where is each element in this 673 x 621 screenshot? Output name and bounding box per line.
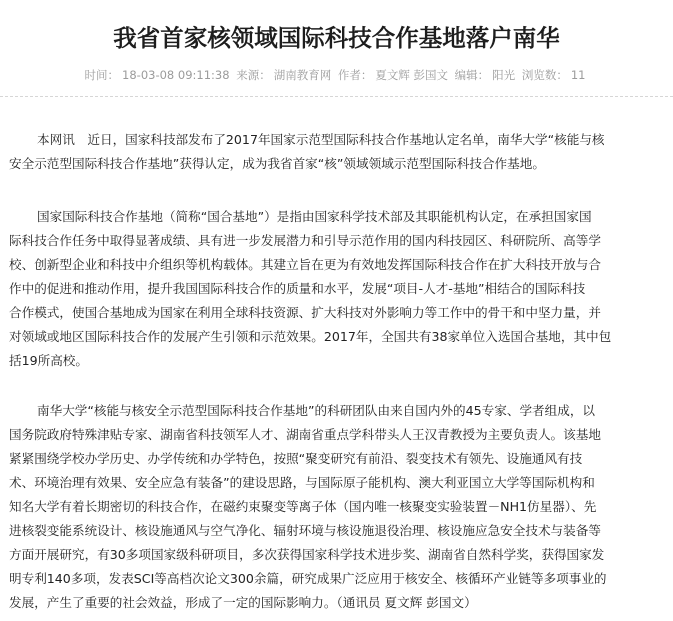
paragraph-3-line-7: 方面开展研究，有30多项国家级科研项目，多次获得国家科学技术进步奖、湖南省自然科学奖，获得国家发 xyxy=(9,547,605,562)
paragraph-3-line-6: 进核裂变能系统设计、核设施通风与空气净化、辐射环境与核设施退役治理、核设施应急安全技术与装备等 xyxy=(9,523,601,538)
paragraph-3-line-3: 紧紧围绕学校办学历史、办学传统和办学特色，按照“聚变研究有前沿、裂变技术有领先、设施通风有技 xyxy=(9,451,583,466)
views-label: 浏览数： xyxy=(521,68,568,82)
editor-label: 编辑： xyxy=(454,68,490,82)
paragraph-2-line-4: 作中的促进和推动作用，提升我国国际科技合作的质量和水平，发展“项目-人才-基地”相结合的国际科技 xyxy=(9,281,586,296)
publish-time: 18-03-08 09:11:38 xyxy=(122,68,230,82)
article-meta xyxy=(0,67,673,83)
paragraph-2-line-3: 校、创新型企业和科技中介组织等机构载体。其建立旨在更为有效地发挥国际科技合作在扩大科技开放与合 xyxy=(9,257,601,272)
source-name: 湖南教育网 xyxy=(273,68,332,82)
paragraph-1-line-1: 本网讯 近日，国家科技部发布了2017年国家示范型国际科技合作基地认定名单，南华大学“核能与核 xyxy=(37,132,605,147)
paragraph-2-line-1: 国家国际科技合作基地（简称“国合基地”）是指由国家科学技术部及其职能机构认定，在承担国家国 xyxy=(37,209,592,224)
author-name: 夏文辉 彭国文 xyxy=(375,68,449,82)
paragraph-3-line-8: 明专利140多项，发表SCI等高档次论文300余篇，研究成果广泛应用于核安全、核循环产业链等多项事业的 xyxy=(9,571,607,586)
paragraph-2-line-5: 合作模式，使国合基地成为国家在利用全球科技资源、扩大科技对外影响力等工作中的骨干和中坚力量，并 xyxy=(9,305,601,320)
paragraph-3-line-4: 术、环境治理有效果、安全应急有装备”的建设思路，与国际原子能机构、澳大利亚国立大学等国际机构和 xyxy=(9,475,595,490)
source-label: 来源： xyxy=(236,68,271,82)
meta-divider xyxy=(0,96,673,97)
paragraph-3-line-5: 知名大学有着长期密切的科技合作，在磁约束聚变等离子体（国内唯一核聚变实验装置－NH1仿星器）、先 xyxy=(9,499,597,514)
paragraph-3-line-1: 南华大学“核能与核安全示范型国际科技合作基地”的科研团队由来自国内外的45专家、学者组成，以 xyxy=(37,403,596,418)
paragraph-3-line-2: 国务院政府特殊津贴专家、湖南省科技领军人才、湖南省重点学科带头人王汉青教授为主要负责人。该基地 xyxy=(9,427,601,442)
paragraph-1-line-2: 安全示范型国际科技合作基地”获得认定，成为我省首家“核”领域领域示范型国际科技合作基地。 xyxy=(9,156,545,171)
paragraph-2-line-6: 对领域或地区国际科技合作的发展产生引领和示范效果。2017年，全国共有38家单位入选国合基地，其中包 xyxy=(9,329,612,344)
article-title: 我省首家核领域国际科技合作基地落户南华 xyxy=(113,23,560,52)
time-label: 时间： xyxy=(84,68,120,82)
author-label: 作者： xyxy=(337,68,373,82)
paragraph-3-line-9: 发展，产生了重要的社会效益，形成了一定的国际影响力。（通讯员 夏文辉 彭国文） xyxy=(9,595,477,610)
paragraph-2-line-7: 括19所高校。 xyxy=(9,353,88,368)
editor-name: 阳光 xyxy=(492,68,516,82)
paragraph-2-line-2: 际科技合作任务中取得显著成绩、具有进一步发展潜力和引导示范作用的国内科技园区、科研院所、高等学 xyxy=(9,233,601,248)
view-count: 11 xyxy=(570,68,586,82)
